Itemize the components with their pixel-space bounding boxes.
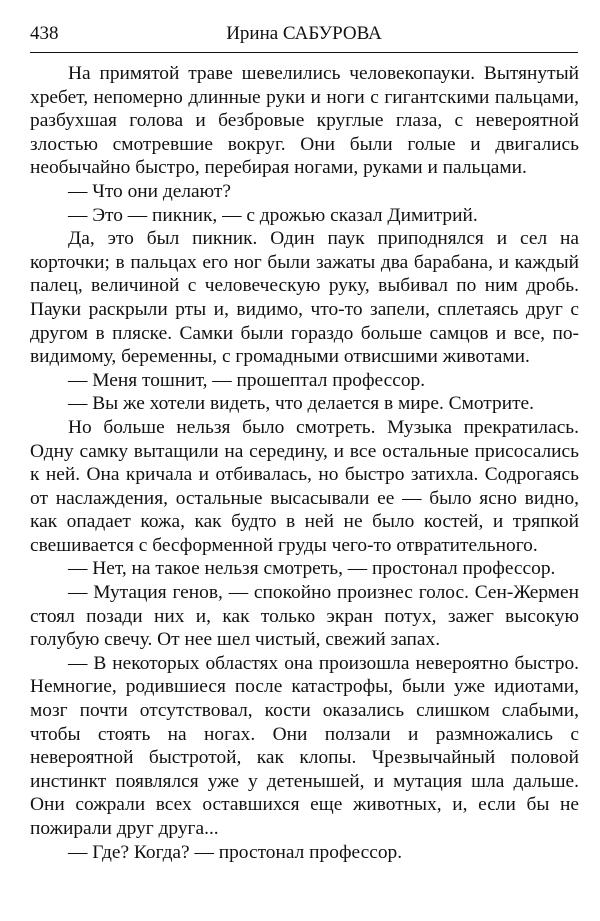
paragraph: Да, это был пикник. Один паук приподнялся и сел на корточки; в пальцах его ног были зажаты два барабана, и каждый палец, величиной с человеческую руку, выбивал по ним дробь. Пауки раскрыли рты и, видимо, что-то запели, сплетаясь друг с другом в пляске. Самки были гораздо больше самцов и все, по-видимому, беременны, с громадными отвисшими животами. — [30, 228, 579, 368]
paragraph: — В некоторых областях она произошла невероятно быстро. Немногие, родившиеся после катастрофы, были уже идиотами, мозг почти отсутствовал, кости оказались слишком слабыми, чтобы стоять на ногах. Они ползали и размножались с невероятной быстротой, как клопы. Чрезвычайный половой инстинкт появлялся уже у детенышей, и мутация шла дальше. Они сожрали всех оставшихся еще животных, и, если бы не пожирали друг друга... — [30, 652, 579, 839]
paragraph: — Нет, на такое нельзя смотреть, — простонал профессор. — [68, 558, 556, 580]
running-head-author: Ирина САБУРОВА — [226, 23, 382, 44]
paragraph: — Где? Когда? — простонал профессор. — [68, 841, 403, 863]
page-header — [30, 22, 578, 53]
paragraph: — Меня тошнит, — прошептал профессор. — [68, 369, 426, 391]
paragraph: — Это — пикник, — с дрожью сказал Димитрий. — [68, 204, 478, 226]
paragraph: Но больше нельзя было смотреть. Музыка прекратилась. Одну самку вытащили на середину, и все остальные присосались к ней. Она кричала и отбивалась, но быстро затихла. Содрогаясь от наслаждения, остальные высасывали ее — было ясно видно, как опадает кожа, как будто в ней не было костей, и тряпкой свешивается с бесформенной груды чего-то отвратительного. — [30, 416, 579, 556]
paragraph: — Что они делают? — [68, 180, 231, 202]
paragraph: — Вы же хотели видеть, что делается в мире. Смотрите. — [68, 393, 534, 415]
paragraph: На примятой траве шевелились человекопауки. Вытянутый хребет, непомерно длинные руки и ноги с гигантскими пальцами, разбухшая голова и безбровые круглые глаза, с невероятной злостью смотревшие вокруг. Они были голые и двигались необычайно быстро, перебирая ногами, руками и пальцами. — [30, 63, 579, 179]
paragraph: — Мутация генов, — спокойно произнес голос. Сен-Жермен стоял позади них и, как только экран потух, зажег высокую голубую свечу. От нее шел чистый, свежий запах. — [30, 582, 579, 651]
page-number: 438 — [30, 23, 59, 44]
body-text — [30, 62, 579, 864]
